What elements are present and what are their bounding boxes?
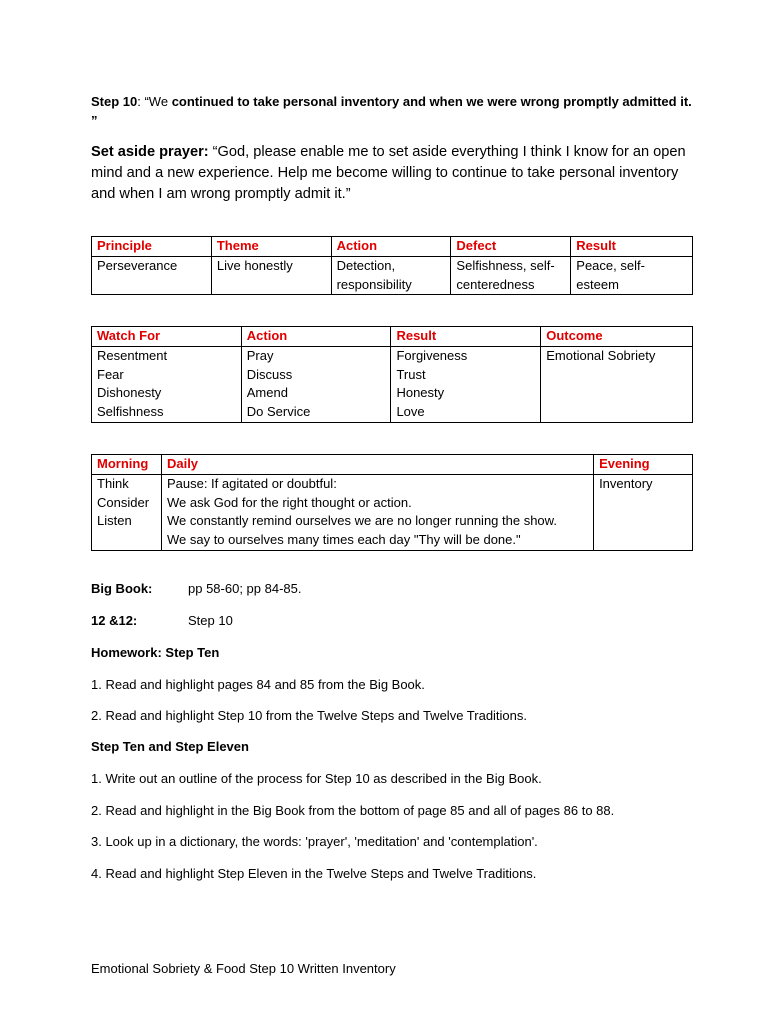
cell-text: Do Service (246, 404, 311, 420)
header-theme: Theme (211, 237, 331, 257)
homework-heading (91, 644, 219, 662)
step-label: Step 10 (91, 94, 138, 109)
set-aside-prayer (91, 142, 693, 205)
step-separator: : “We (137, 94, 172, 109)
list-item: 1. Write out an outline of the process for Step 10 as described in the Big Book. (91, 771, 542, 786)
cell-text: esteem (576, 276, 619, 292)
header-defect: Defect (451, 237, 571, 257)
cell-text: Resentment (97, 347, 168, 363)
table-cell (571, 256, 693, 295)
list-item: 2. Read and highlight in the Big Book from the bottom of page 85 and all of pages 86 to 88. (91, 803, 615, 818)
header-action: Action (331, 237, 451, 257)
cell-text: Peace, self- (576, 257, 645, 273)
cell-text: We ask God for the right thought or action. (166, 494, 412, 510)
cell-text: Inventory (599, 475, 653, 491)
table-header-row (92, 327, 693, 347)
cell-text: Pause: If agitated or doubtful: (166, 475, 337, 491)
watch-for-table (91, 326, 693, 423)
table-header-row (92, 455, 693, 475)
table-header-row (92, 237, 693, 257)
header-result: Result (571, 237, 693, 257)
cell-text: Fear (97, 366, 124, 382)
step-ten-eleven-heading (91, 738, 249, 756)
prayer-text: “God, please enable me to set aside everything I think I know for an open mind and a new experience. Help me become willing to continue to take personal inventory and when I am wrong promptly admit it.” (91, 144, 686, 202)
big-book-ref (91, 580, 152, 598)
table-cell (541, 346, 693, 422)
cell-text: Live honestly (216, 257, 293, 273)
step-ten-eleven-title: Step Ten and Step Eleven (91, 739, 249, 754)
table-cell (241, 346, 391, 422)
cell-text: centeredness (456, 276, 535, 292)
twelve-and-twelve-label: 12 &12: (91, 613, 138, 628)
daily-routine-table (91, 454, 693, 551)
step-quote: continued to take personal inventory and when we were wrong promptly admitted it. ” (91, 94, 692, 128)
twelve-and-twelve-ref (91, 612, 137, 630)
table-row (92, 256, 693, 295)
table-cell (92, 474, 162, 550)
header-evening: Evening (594, 455, 693, 475)
header-morning: Morning (92, 455, 162, 475)
cell-text: Love (396, 404, 425, 420)
header-action: Action (241, 327, 391, 347)
table-row (92, 346, 693, 422)
cell-text: Emotional Sobriety (546, 347, 656, 363)
header-principle: Principle (92, 237, 212, 257)
cell-text: Trust (396, 366, 426, 382)
cell-text: Honesty (396, 385, 445, 401)
cell-text: Dishonesty (97, 385, 162, 401)
cell-text: Think (97, 475, 129, 491)
table-cell (451, 256, 571, 295)
table-cell (594, 474, 693, 550)
cell-text: responsibility (336, 276, 412, 292)
list-item: 2. Read and highlight Step 10 from the Twelve Steps and Twelve Traditions. (91, 708, 528, 723)
cell-text: Consider (97, 494, 150, 510)
cell-text: We say to ourselves many times each day "Thy will be done." (166, 532, 521, 548)
big-book-label: Big Book: (91, 581, 153, 596)
header-watch-for: Watch For (92, 327, 242, 347)
cell-text: Amend (246, 385, 288, 401)
homework-title: Homework: Step Ten (91, 645, 220, 660)
cell-text: Selfishness, self- (456, 257, 555, 273)
big-book-pages: pp 58-60; pp 84-85. (188, 581, 302, 596)
list-item: 1. Read and highlight pages 84 and 85 from the Big Book. (91, 677, 425, 692)
cell-text: Perseverance (97, 257, 178, 273)
table-cell (331, 256, 451, 295)
table-cell (391, 346, 541, 422)
cell-text: Discuss (246, 366, 293, 382)
table-cell (211, 256, 331, 295)
header-daily: Daily (161, 455, 593, 475)
twelve-and-twelve-value: Step 10 (188, 613, 233, 628)
table-cell (92, 346, 242, 422)
cell-text: We constantly remind ourselves we are no longer running the show. (166, 513, 557, 529)
table-cell (161, 474, 593, 550)
header-outcome: Outcome (541, 327, 693, 347)
cell-text: Listen (97, 513, 132, 529)
page-footer: Emotional Sobriety & Food Step 10 Written Inventory (91, 961, 396, 976)
list-item: 3. Look up in a dictionary, the words: 'prayer', 'meditation' and 'contemplation'. (91, 834, 538, 849)
header-result: Result (391, 327, 541, 347)
cell-text: Forgiveness (396, 347, 468, 363)
cell-text: Pray (246, 347, 274, 363)
cell-text: Detection, (336, 257, 396, 273)
table-row (92, 474, 693, 550)
principle-table (91, 236, 693, 295)
step-statement (91, 92, 693, 130)
list-item: 4. Read and highlight Step Eleven in the Twelve Steps and Twelve Traditions. (91, 866, 537, 881)
table-cell (92, 256, 212, 295)
cell-text: Selfishness (97, 404, 164, 420)
prayer-label: Set aside prayer: (91, 144, 209, 160)
